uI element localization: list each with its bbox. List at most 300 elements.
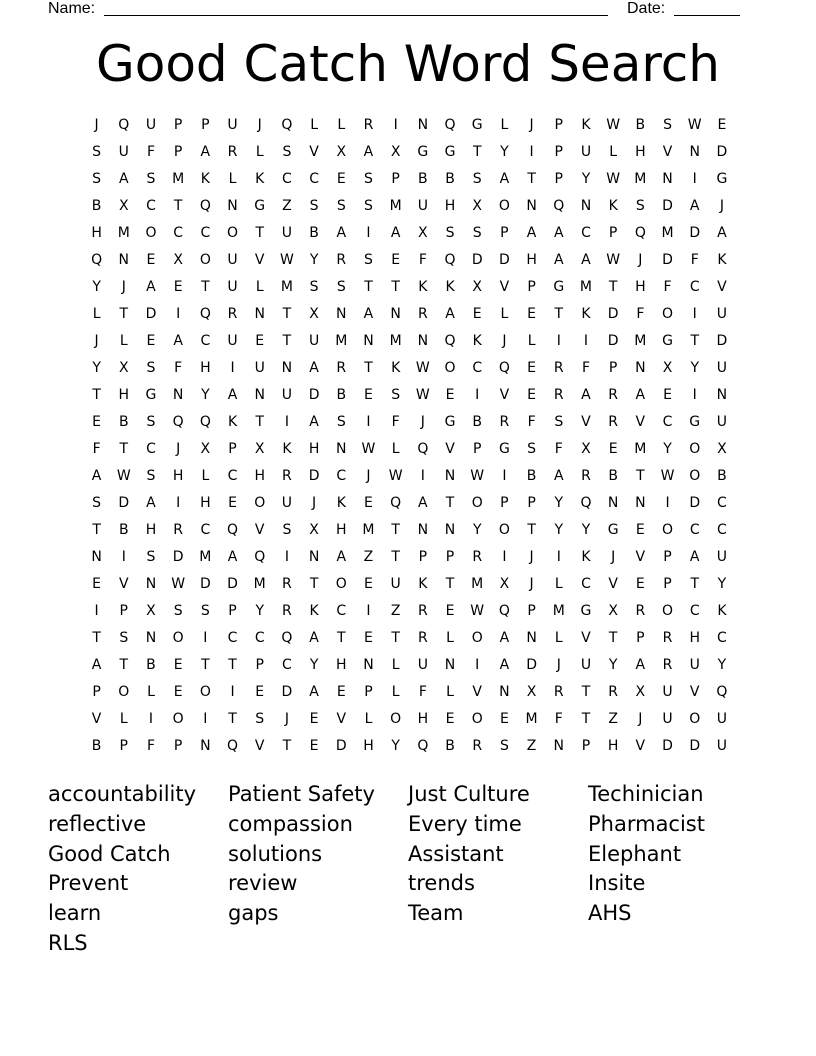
grid-letter: W <box>415 360 430 376</box>
grid-letter: D <box>662 198 673 214</box>
grid-letter: U <box>281 387 293 403</box>
grid-letter: P <box>391 171 400 187</box>
grid-letter: W <box>470 468 485 484</box>
grid-letter: A <box>499 630 510 646</box>
grid-letter: P <box>119 738 128 754</box>
grid-letter: E <box>445 603 455 619</box>
grid-letter: O <box>498 522 510 538</box>
grid-letter: R <box>581 468 591 484</box>
grid-letter: T <box>554 306 564 322</box>
grid-letter: U <box>580 144 592 160</box>
grid-letter: X <box>118 198 129 214</box>
grid-letter: K <box>336 495 346 511</box>
word-list-item: compassion <box>228 811 353 836</box>
grid-letter: L <box>554 576 563 592</box>
grid-letter: Q <box>553 198 565 214</box>
grid-letter: R <box>227 144 238 160</box>
grid-letter: E <box>635 522 645 538</box>
grid-letter: R <box>417 306 428 322</box>
grid-letter: J <box>257 117 262 133</box>
grid-letter: U <box>227 252 238 268</box>
grid-letter: P <box>201 117 210 133</box>
grid-letter: S <box>146 549 156 565</box>
grid-letter: T <box>690 333 699 349</box>
grid-letter: S <box>92 144 102 160</box>
grid-letter: L <box>364 711 373 727</box>
grid-letter: D <box>308 387 320 403</box>
grid-letter: N <box>254 306 265 322</box>
grid-letter: N <box>363 333 374 349</box>
grid-letter: G <box>716 171 728 187</box>
grid-letter: K <box>282 441 292 457</box>
grid-letter: H <box>336 522 347 538</box>
grid-letter: A <box>553 225 564 241</box>
grid-letter: C <box>689 522 700 538</box>
grid-letter: J <box>529 576 534 592</box>
grid-letter: E <box>364 387 373 403</box>
grid-letter: R <box>662 630 673 646</box>
grid-letter: I <box>121 549 126 565</box>
grid-letter: W <box>470 603 485 619</box>
grid-letter: C <box>717 630 727 646</box>
grid-letter: I <box>284 414 289 430</box>
word-list-item: RLS <box>48 930 88 955</box>
grid-letter: G <box>444 414 456 430</box>
grid-letter: T <box>228 711 237 727</box>
grid-letter: I <box>366 414 371 430</box>
grid-letter: E <box>717 117 727 133</box>
grid-letter: F <box>146 144 155 160</box>
grid-letter: Q <box>417 441 429 457</box>
grid-letter: L <box>391 684 400 700</box>
grid-letter: R <box>635 603 646 619</box>
word-list-item: Prevent <box>48 871 129 896</box>
grid-letter: I <box>502 468 507 484</box>
grid-letter: E <box>255 333 265 349</box>
grid-letter: U <box>145 117 157 133</box>
grid-letter: A <box>309 360 319 376</box>
grid-letter: I <box>176 306 181 322</box>
grid-letter: N <box>417 522 429 538</box>
grid-letter: W <box>606 171 621 187</box>
grid-letter: W <box>279 252 294 268</box>
grid-letter: K <box>418 576 428 592</box>
grid-letter: I <box>583 333 589 349</box>
grid-letter: L <box>500 306 509 322</box>
grid-letter: C <box>200 333 211 349</box>
grid-letter: N <box>689 144 700 160</box>
grid-letter: B <box>118 522 129 538</box>
grid-letter: S <box>364 252 373 268</box>
grid-letter: R <box>608 414 619 430</box>
grid-letter: A <box>363 306 374 322</box>
grid-letter: U <box>118 144 129 160</box>
grid-row <box>83 276 740 303</box>
grid-letter: A <box>390 225 401 241</box>
grid-letter: R <box>417 603 428 619</box>
grid-letter: C <box>336 468 347 484</box>
grid-letter: N <box>444 468 456 484</box>
grid-letter: C <box>309 171 319 187</box>
grid-letter: B <box>445 171 455 187</box>
grid-letter: A <box>227 387 238 403</box>
grid-letter: A <box>91 657 102 673</box>
grid-letter: U <box>227 279 238 295</box>
grid-letter: P <box>500 495 509 511</box>
grid-letter: C <box>336 603 347 619</box>
grid-letter: E <box>391 252 401 268</box>
grid-letter: U <box>390 576 401 592</box>
grid-letter: A <box>227 549 238 565</box>
grid-letter: T <box>608 630 618 646</box>
grid-letter: Q <box>444 333 456 349</box>
grid-letter: N <box>336 306 347 322</box>
grid-letter: R <box>662 657 673 673</box>
grid-letter: F <box>554 711 563 727</box>
grid-letter: Y <box>581 522 591 538</box>
grid-letter: B <box>635 117 646 133</box>
grid-letter: E <box>499 711 509 727</box>
grid-letter: R <box>336 252 347 268</box>
grid-letter: S <box>173 603 183 619</box>
grid-letter: Y <box>92 279 101 295</box>
grid-letter: B <box>526 468 537 484</box>
grid-letter: E <box>173 684 183 700</box>
grid-letter: T <box>282 333 292 349</box>
grid-letter: P <box>173 738 183 754</box>
grid-letter: N <box>526 630 537 646</box>
grid-letter: T <box>364 279 373 295</box>
grid-letter: S <box>309 198 319 214</box>
grid-letter: U <box>281 225 293 241</box>
grid-letter: I <box>692 387 697 403</box>
grid-letter: L <box>119 333 128 349</box>
grid-letter: T <box>608 279 618 295</box>
grid-letter: P <box>554 171 563 187</box>
grid-letter: S <box>336 279 346 295</box>
grid-letter: U <box>716 738 728 754</box>
word-list-item: Just Culture <box>408 782 530 806</box>
grid-letter: T <box>445 495 455 511</box>
grid-letter: S <box>663 117 672 133</box>
grid-letter: Y <box>717 657 727 673</box>
grid-letter: T <box>445 576 455 592</box>
grid-letter: Q <box>390 495 402 511</box>
grid-letter: E <box>173 657 183 673</box>
grid-letter: M <box>362 522 375 538</box>
grid-letter: S <box>119 630 129 646</box>
grid-letter: A <box>689 198 700 214</box>
grid-letter: W <box>171 576 186 592</box>
grid-letter: V <box>309 144 319 160</box>
grid-letter: L <box>446 684 454 700</box>
grid-letter: I <box>230 684 235 700</box>
grid-letter: H <box>607 738 619 754</box>
grid-letter: X <box>200 441 211 457</box>
grid-letter: X <box>499 576 510 592</box>
grid-letter: H <box>200 360 211 376</box>
grid-letter: B <box>336 387 347 403</box>
grid-letter: Q <box>716 684 728 700</box>
grid-row <box>83 141 740 168</box>
grid-letter: X <box>418 225 428 241</box>
grid-letter: T <box>581 684 591 700</box>
grid-letter: R <box>282 576 292 592</box>
grid-letter: O <box>390 711 402 727</box>
grid-letter: E <box>527 360 537 376</box>
grid-letter: T <box>201 657 210 673</box>
grid-letter: K <box>445 279 455 295</box>
grid-letter: P <box>364 684 373 700</box>
grid-letter: V <box>608 576 618 592</box>
grid-letter: I <box>502 549 507 565</box>
grid-letter: I <box>176 495 181 511</box>
grid-letter: X <box>472 279 483 295</box>
grid-letter: C <box>227 630 238 646</box>
grid-letter: F <box>554 441 563 457</box>
grid-letter: X <box>309 522 319 538</box>
grid-letter: Y <box>472 522 482 538</box>
grid-row <box>83 249 740 276</box>
grid-letter: C <box>200 522 211 538</box>
grid-letter: N <box>662 171 673 187</box>
word-list-item: trends <box>408 871 475 896</box>
grid-letter: X <box>390 144 401 160</box>
grid-letter: W <box>687 117 702 133</box>
grid-row <box>83 600 740 627</box>
grid-letter: W <box>116 468 131 484</box>
grid-letter: N <box>145 576 157 592</box>
grid-letter: C <box>472 360 483 376</box>
grid-letter: R <box>417 630 428 646</box>
grid-letter: Q <box>444 252 456 268</box>
grid-letter: I <box>203 630 208 646</box>
grid-letter: E <box>309 711 319 727</box>
grid-letter: A <box>336 225 347 241</box>
grid-letter: X <box>608 603 618 619</box>
grid-letter: N <box>91 549 102 565</box>
grid-letter: P <box>608 225 618 241</box>
grid-letter: A <box>173 333 183 349</box>
grid-letter: B <box>472 414 483 430</box>
grid-letter: Z <box>363 549 374 565</box>
grid-letter: F <box>690 252 699 268</box>
grid-letter: T <box>391 522 400 538</box>
grid-letter: L <box>527 333 536 349</box>
grid-letter: X <box>717 441 727 457</box>
grid-letter: J <box>719 198 724 214</box>
grid-letter: S <box>445 225 455 241</box>
grid-letter: E <box>336 171 346 187</box>
grid-letter: P <box>445 549 455 565</box>
grid-letter: W <box>606 117 621 133</box>
grid-letter: L <box>446 630 454 646</box>
grid-row <box>83 411 740 438</box>
grid-letter: H <box>200 495 211 511</box>
grid-letter: S <box>282 522 292 538</box>
grid-letter: J <box>502 333 507 349</box>
grid-letter: P <box>500 225 509 241</box>
word-list-item: reflective <box>48 811 147 836</box>
grid-letter: F <box>92 441 101 457</box>
grid-letter: I <box>148 711 154 727</box>
word-list-item: Every time <box>408 811 522 836</box>
grid-letter: V <box>662 144 673 160</box>
grid-letter: E <box>445 387 455 403</box>
grid-letter: P <box>663 576 672 592</box>
grid-letter: F <box>174 360 183 376</box>
grid-letter: N <box>417 117 429 133</box>
grid-row <box>83 735 740 762</box>
grid-letter: A <box>581 252 591 268</box>
grid-letter: P <box>527 495 536 511</box>
grid-letter: R <box>472 738 483 754</box>
grid-letter: D <box>227 576 238 592</box>
grid-letter: V <box>472 684 482 700</box>
grid-letter: T <box>119 441 129 457</box>
grid-letter: N <box>499 684 510 700</box>
grid-letter: D <box>471 252 483 268</box>
grid-row <box>83 546 740 573</box>
grid-letter: N <box>580 198 592 214</box>
grid-letter: P <box>418 549 428 565</box>
grid-letter: E <box>527 387 537 403</box>
grid-row <box>83 681 740 708</box>
grid-letter: H <box>444 198 456 214</box>
grid-letter: A <box>363 144 374 160</box>
grid-letter: S <box>146 171 156 187</box>
grid-letter: V <box>336 711 347 727</box>
grid-letter: L <box>147 684 155 700</box>
name-label: Name: <box>48 0 96 17</box>
grid-letter: D <box>662 252 673 268</box>
grid-letter: Q <box>281 630 293 646</box>
grid-letter: U <box>716 414 728 430</box>
grid-letter: A <box>418 495 428 511</box>
grid-letter: U <box>580 657 592 673</box>
grid-letter: X <box>118 360 129 376</box>
grid-letter: L <box>310 117 318 133</box>
grid-letter: E <box>255 684 265 700</box>
word-list-item: solutions <box>228 841 323 866</box>
date-blank-line <box>674 15 740 16</box>
grid-letter: G <box>444 144 456 160</box>
grid-letter: K <box>717 252 727 268</box>
grid-letter: P <box>554 117 563 133</box>
grid-letter: V <box>635 414 646 430</box>
grid-letter: R <box>363 117 374 133</box>
word-list <box>48 779 768 958</box>
grid-letter: U <box>281 495 293 511</box>
grid-letter: M <box>661 225 674 241</box>
grid-letter: Y <box>309 657 319 673</box>
grid-row <box>83 465 740 492</box>
grid-letter: T <box>92 522 101 538</box>
word-list-item: Patient Safety <box>228 782 375 806</box>
grid-letter: S <box>255 711 265 727</box>
grid-letter: R <box>553 684 564 700</box>
grid-letter: R <box>499 414 510 430</box>
grid-letter: S <box>364 198 373 214</box>
grid-letter: D <box>607 333 619 349</box>
grid-letter: E <box>146 252 156 268</box>
grid-letter: P <box>472 441 482 457</box>
grid-letter: L <box>119 711 128 727</box>
grid-letter: U <box>254 360 265 376</box>
grid-letter: I <box>284 549 289 565</box>
grid-letter: S <box>146 414 156 430</box>
grid-letter: Q <box>91 252 103 268</box>
grid-letter: E <box>472 306 482 322</box>
word-list-item: Pharmacist <box>588 811 705 836</box>
grid-letter: U <box>716 306 728 322</box>
grid-letter: Q <box>444 117 456 133</box>
grid-letter: T <box>119 306 129 322</box>
grid-letter: F <box>636 306 645 322</box>
grid-letter: E <box>608 441 618 457</box>
grid-letter: V <box>254 252 265 268</box>
grid-letter: K <box>717 603 727 619</box>
grid-letter: T <box>309 576 319 592</box>
grid-letter: J <box>94 117 99 133</box>
grid-letter: P <box>527 603 536 619</box>
grid-letter: Q <box>254 549 266 565</box>
grid-letter: T <box>119 657 129 673</box>
grid-letter: P <box>554 144 563 160</box>
grid-letter: M <box>634 441 647 457</box>
grid-letter: E <box>309 738 319 754</box>
grid-letter: N <box>227 198 238 214</box>
word-list-item: Team <box>408 901 464 926</box>
grid-letter: N <box>417 333 429 349</box>
grid-letter: V <box>635 738 646 754</box>
grid-letter: D <box>689 738 701 754</box>
grid-letter: X <box>472 198 483 214</box>
grid-letter: R <box>227 306 238 322</box>
grid-letter: N <box>336 441 347 457</box>
grid-letter: E <box>527 306 537 322</box>
grid-letter: F <box>418 252 427 268</box>
grid-letter: A <box>717 225 727 241</box>
grid-row <box>83 384 740 411</box>
grid-letter: P <box>228 441 237 457</box>
grid-letter: D <box>118 495 130 511</box>
grid-letter: Y <box>554 495 564 511</box>
grid-letter: C <box>689 279 700 295</box>
grid-letter: A <box>499 657 510 673</box>
grid-letter: N <box>200 738 211 754</box>
worksheet-header <box>48 0 748 22</box>
grid-letter: Y <box>663 441 672 457</box>
grid-letter: P <box>527 279 536 295</box>
grid-letter: N <box>635 495 646 511</box>
grid-row <box>83 573 740 600</box>
grid-letter: X <box>309 306 319 322</box>
grid-letter: X <box>336 144 347 160</box>
grid-letter: E <box>663 387 672 403</box>
grid-letter: G <box>689 414 701 430</box>
grid-letter: N <box>254 387 265 403</box>
grid-letter: P <box>255 657 264 673</box>
grid-letter: W <box>388 468 403 484</box>
grid-letter: O <box>172 711 184 727</box>
grid-letter: O <box>689 711 701 727</box>
grid-letter: M <box>199 549 212 565</box>
grid-letter: C <box>717 522 727 538</box>
grid-letter: A <box>445 306 455 322</box>
grid-letter: U <box>227 117 238 133</box>
grid-letter: I <box>475 657 480 673</box>
